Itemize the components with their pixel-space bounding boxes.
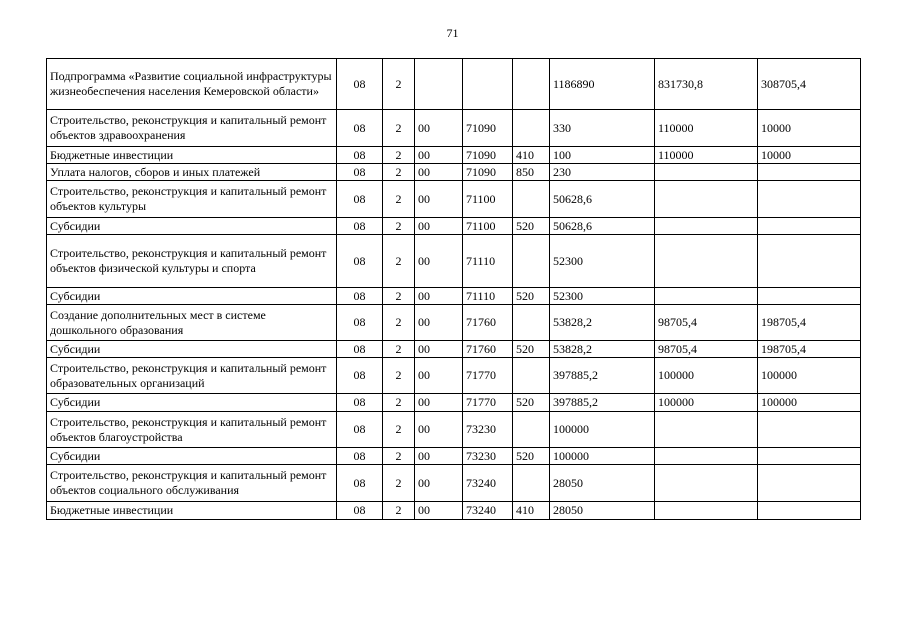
table-row (47, 394, 861, 412)
amount-year2-cell: 110000 (655, 147, 758, 164)
expense-type-cell: 410 (513, 147, 550, 164)
expense-type-cell (513, 358, 550, 394)
direction-code-cell: 71760 (463, 341, 513, 358)
subsection-code-cell: 2 (383, 218, 415, 235)
direction-code-cell: 71760 (463, 305, 513, 341)
subsection-code-cell: 2 (383, 305, 415, 341)
direction-code-cell: 71110 (463, 288, 513, 305)
row-name-cell: Подпрограмма «Развитие социальной инфраструктуры жизнеобеспечения населения Кемеровской области» (47, 59, 337, 110)
amount-year2-cell (655, 181, 758, 218)
expense-type-cell: 850 (513, 164, 550, 181)
amount-year3-cell (758, 465, 861, 502)
row-name-cell: Создание дополнительных мест в системе дошкольного образования (47, 305, 337, 341)
subsection-code-cell: 2 (383, 59, 415, 110)
direction-code-cell (463, 59, 513, 110)
amount-year2-cell: 100000 (655, 358, 758, 394)
amount-year2-cell: 831730,8 (655, 59, 758, 110)
subsection-code-cell: 2 (383, 465, 415, 502)
amount-year1-cell: 52300 (550, 288, 655, 305)
subsection-code-cell: 2 (383, 502, 415, 520)
direction-code-cell: 71090 (463, 110, 513, 147)
amount-year3-cell (758, 235, 861, 288)
subprogram-code-cell: 00 (415, 412, 463, 448)
subprogram-code-cell: 00 (415, 305, 463, 341)
table-row (47, 147, 861, 164)
amount-year3-cell (758, 412, 861, 448)
subsection-code-cell: 2 (383, 235, 415, 288)
section-code-cell: 08 (337, 110, 383, 147)
amount-year2-cell: 98705,4 (655, 341, 758, 358)
section-code-cell: 08 (337, 181, 383, 218)
row-name-cell: Строительство, реконструкция и капитальный ремонт объектов социального обслуживания (47, 465, 337, 502)
amount-year3-cell: 10000 (758, 110, 861, 147)
expense-type-cell (513, 59, 550, 110)
section-code-cell: 08 (337, 502, 383, 520)
amount-year1-cell: 100000 (550, 412, 655, 448)
amount-year3-cell: 198705,4 (758, 341, 861, 358)
table-row (47, 218, 861, 235)
subprogram-code-cell: 00 (415, 502, 463, 520)
row-name-cell: Субсидии (47, 394, 337, 412)
amount-year1-cell: 330 (550, 110, 655, 147)
row-name-cell: Субсидии (47, 288, 337, 305)
subprogram-code-cell: 00 (415, 448, 463, 465)
table-row (47, 448, 861, 465)
section-code-cell: 08 (337, 147, 383, 164)
amount-year1-cell: 397885,2 (550, 358, 655, 394)
amount-year1-cell: 53828,2 (550, 305, 655, 341)
amount-year2-cell (655, 448, 758, 465)
amount-year1-cell: 50628,6 (550, 218, 655, 235)
amount-year1-cell: 397885,2 (550, 394, 655, 412)
row-name-cell: Уплата налогов, сборов и иных платежей (47, 164, 337, 181)
section-code-cell: 08 (337, 305, 383, 341)
amount-year2-cell: 100000 (655, 394, 758, 412)
amount-year2-cell (655, 235, 758, 288)
section-code-cell: 08 (337, 412, 383, 448)
expense-type-cell (513, 465, 550, 502)
subprogram-code-cell: 00 (415, 218, 463, 235)
amount-year1-cell: 52300 (550, 235, 655, 288)
amount-year3-cell (758, 164, 861, 181)
amount-year3-cell: 198705,4 (758, 305, 861, 341)
direction-code-cell: 71770 (463, 394, 513, 412)
amount-year1-cell: 230 (550, 164, 655, 181)
row-name-cell: Бюджетные инвестиции (47, 502, 337, 520)
expense-type-cell (513, 305, 550, 341)
direction-code-cell: 71110 (463, 235, 513, 288)
amount-year2-cell (655, 502, 758, 520)
amount-year3-cell: 10000 (758, 147, 861, 164)
amount-year1-cell: 100000 (550, 448, 655, 465)
amount-year3-cell: 100000 (758, 358, 861, 394)
table-row (47, 164, 861, 181)
row-name-cell: Строительство, реконструкция и капитальный ремонт объектов здравоохранения (47, 110, 337, 147)
expense-type-cell: 520 (513, 218, 550, 235)
direction-code-cell: 73230 (463, 412, 513, 448)
table-row (47, 465, 861, 502)
subprogram-code-cell: 00 (415, 110, 463, 147)
direction-code-cell: 71090 (463, 147, 513, 164)
row-name-cell: Строительство, реконструкция и капитальный ремонт объектов благоустройства (47, 412, 337, 448)
expense-type-cell: 410 (513, 502, 550, 520)
amount-year1-cell: 50628,6 (550, 181, 655, 218)
subsection-code-cell: 2 (383, 147, 415, 164)
section-code-cell: 08 (337, 164, 383, 181)
direction-code-cell: 73240 (463, 465, 513, 502)
amount-year1-cell: 53828,2 (550, 341, 655, 358)
subprogram-code-cell: 00 (415, 394, 463, 412)
section-code-cell: 08 (337, 288, 383, 305)
row-name-cell: Строительство, реконструкция и капитальный ремонт объектов физической культуры и спорта (47, 235, 337, 288)
section-code-cell: 08 (337, 235, 383, 288)
page-number: 71 (446, 26, 459, 40)
section-code-cell: 08 (337, 341, 383, 358)
subsection-code-cell: 2 (383, 412, 415, 448)
table-row (47, 181, 861, 218)
amount-year3-cell: 308705,4 (758, 59, 861, 110)
direction-code-cell: 73240 (463, 502, 513, 520)
table-row (47, 358, 861, 394)
expense-type-cell (513, 110, 550, 147)
row-name-cell: Строительство, реконструкция и капитальный ремонт объектов культуры (47, 181, 337, 218)
direction-code-cell: 71090 (463, 164, 513, 181)
subprogram-code-cell: 00 (415, 288, 463, 305)
amount-year3-cell (758, 288, 861, 305)
section-code-cell: 08 (337, 358, 383, 394)
direction-code-cell: 71770 (463, 358, 513, 394)
expense-type-cell (513, 181, 550, 218)
amount-year2-cell: 98705,4 (655, 305, 758, 341)
subsection-code-cell: 2 (383, 448, 415, 465)
amount-year2-cell (655, 218, 758, 235)
table-body (47, 59, 861, 520)
expense-type-cell: 520 (513, 448, 550, 465)
subprogram-code-cell: 00 (415, 341, 463, 358)
subsection-code-cell: 2 (383, 164, 415, 181)
direction-code-cell: 71100 (463, 218, 513, 235)
amount-year3-cell: 100000 (758, 394, 861, 412)
amount-year3-cell (758, 448, 861, 465)
amount-year3-cell (758, 218, 861, 235)
budget-table (46, 58, 861, 520)
subprogram-code-cell: 00 (415, 465, 463, 502)
amount-year1-cell: 1186890 (550, 59, 655, 110)
table-row (47, 341, 861, 358)
table-row (47, 288, 861, 305)
subprogram-code-cell: 00 (415, 147, 463, 164)
subprogram-code-cell: 00 (415, 358, 463, 394)
expense-type-cell (513, 235, 550, 288)
section-code-cell: 08 (337, 59, 383, 110)
row-name-cell: Субсидии (47, 218, 337, 235)
subsection-code-cell: 2 (383, 110, 415, 147)
amount-year1-cell: 28050 (550, 465, 655, 502)
amount-year2-cell (655, 412, 758, 448)
subsection-code-cell: 2 (383, 358, 415, 394)
section-code-cell: 08 (337, 465, 383, 502)
row-name-cell: Субсидии (47, 448, 337, 465)
section-code-cell: 08 (337, 394, 383, 412)
expense-type-cell: 520 (513, 341, 550, 358)
subprogram-code-cell: 00 (415, 235, 463, 288)
amount-year3-cell (758, 502, 861, 520)
row-name-cell: Бюджетные инвестиции (47, 147, 337, 164)
direction-code-cell: 73230 (463, 448, 513, 465)
amount-year2-cell (655, 465, 758, 502)
expense-type-cell (513, 412, 550, 448)
subsection-code-cell: 2 (383, 288, 415, 305)
amount-year2-cell (655, 288, 758, 305)
direction-code-cell: 71100 (463, 181, 513, 218)
table-row (47, 305, 861, 341)
subprogram-code-cell: 00 (415, 164, 463, 181)
expense-type-cell: 520 (513, 288, 550, 305)
row-name-cell: Субсидии (47, 341, 337, 358)
subsection-code-cell: 2 (383, 181, 415, 218)
subsection-code-cell: 2 (383, 341, 415, 358)
table-row (47, 412, 861, 448)
subprogram-code-cell (415, 59, 463, 110)
subsection-code-cell: 2 (383, 394, 415, 412)
amount-year1-cell: 100 (550, 147, 655, 164)
amount-year1-cell: 28050 (550, 502, 655, 520)
section-code-cell: 08 (337, 218, 383, 235)
section-code-cell: 08 (337, 448, 383, 465)
amount-year2-cell: 110000 (655, 110, 758, 147)
table-row (47, 502, 861, 520)
table-row (47, 59, 861, 110)
table-row (47, 110, 861, 147)
expense-type-cell: 520 (513, 394, 550, 412)
row-name-cell: Строительство, реконструкция и капитальный ремонт образовательных организаций (47, 358, 337, 394)
amount-year3-cell (758, 181, 861, 218)
subprogram-code-cell: 00 (415, 181, 463, 218)
amount-year2-cell (655, 164, 758, 181)
table-row (47, 235, 861, 288)
